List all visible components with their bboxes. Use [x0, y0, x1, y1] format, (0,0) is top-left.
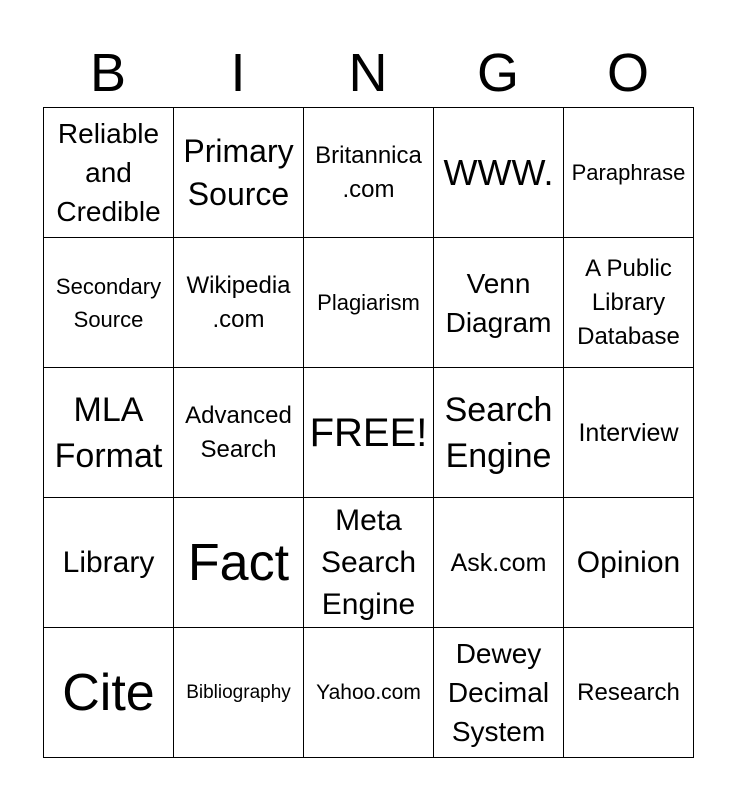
cell-label: FREE!	[309, 410, 428, 455]
bingo-cell[interactable]	[44, 108, 174, 238]
cell-label: Bibliography	[186, 681, 291, 703]
bingo-cell[interactable]	[564, 628, 694, 758]
header-letter-o: O	[606, 43, 649, 103]
bingo-cell[interactable]	[304, 498, 434, 628]
header-letter-b: B	[89, 43, 127, 103]
cell-label: Fact	[187, 533, 290, 592]
cell-label: Dewey Decimal System	[447, 638, 550, 747]
cell-label: Plagiarism	[317, 290, 420, 315]
bingo-cell[interactable]	[304, 238, 434, 368]
cell-label: Reliable and Credible	[56, 118, 161, 227]
bingo-cell[interactable]	[304, 368, 434, 498]
cell-label: Primary Source	[183, 132, 294, 212]
header-letter-i: I	[230, 43, 246, 103]
bingo-header	[43, 40, 693, 106]
cell-label: Paraphrase	[571, 160, 686, 185]
cell-label: Cite	[62, 663, 155, 722]
cell-label: Interview	[578, 418, 679, 447]
cell-label: Research	[577, 678, 680, 706]
cell-label: Advanced Search	[185, 401, 292, 463]
bingo-cell[interactable]	[434, 498, 564, 628]
cell-label: WWW.	[443, 151, 554, 193]
bingo-cell[interactable]	[44, 238, 174, 368]
bingo-cell[interactable]	[44, 628, 174, 758]
bingo-cell[interactable]	[564, 498, 694, 628]
bingo-cell[interactable]	[434, 628, 564, 758]
bingo-cell[interactable]	[564, 238, 694, 368]
bingo-cell[interactable]	[434, 108, 564, 238]
cell-label: Secondary Source	[55, 273, 162, 332]
bingo-cell[interactable]	[434, 368, 564, 498]
cell-label: Meta Search Engine	[320, 503, 417, 621]
bingo-cell[interactable]	[434, 238, 564, 368]
cell-label: Ask.com	[450, 548, 547, 577]
header-letter-n: N	[348, 43, 388, 103]
cell-label: Wikipedia .com	[186, 271, 291, 333]
bingo-cell[interactable]	[174, 238, 304, 368]
bingo-cell[interactable]	[564, 108, 694, 238]
cell-label: Opinion	[576, 545, 681, 579]
bingo-cell[interactable]	[174, 628, 304, 758]
cell-label: Britannica .com	[315, 141, 422, 203]
cell-label: Search Engine	[444, 390, 553, 475]
cell-label: Library	[62, 545, 155, 579]
header-letter-g: G	[476, 43, 519, 103]
bingo-cell[interactable]	[174, 108, 304, 238]
bingo-cell[interactable]	[44, 368, 174, 498]
bingo-cell[interactable]	[564, 368, 694, 498]
bingo-board	[43, 107, 694, 758]
bingo-cell[interactable]	[44, 498, 174, 628]
cell-label: Venn Diagram	[445, 267, 552, 338]
bingo-cell[interactable]	[304, 628, 434, 758]
cell-label: A Public Library Database	[577, 254, 680, 350]
bingo-cell[interactable]	[174, 368, 304, 498]
cell-label: MLA Format	[54, 390, 163, 475]
cell-label: Yahoo.com	[316, 680, 421, 704]
bingo-cell[interactable]	[304, 108, 434, 238]
bingo-cell[interactable]	[174, 498, 304, 628]
